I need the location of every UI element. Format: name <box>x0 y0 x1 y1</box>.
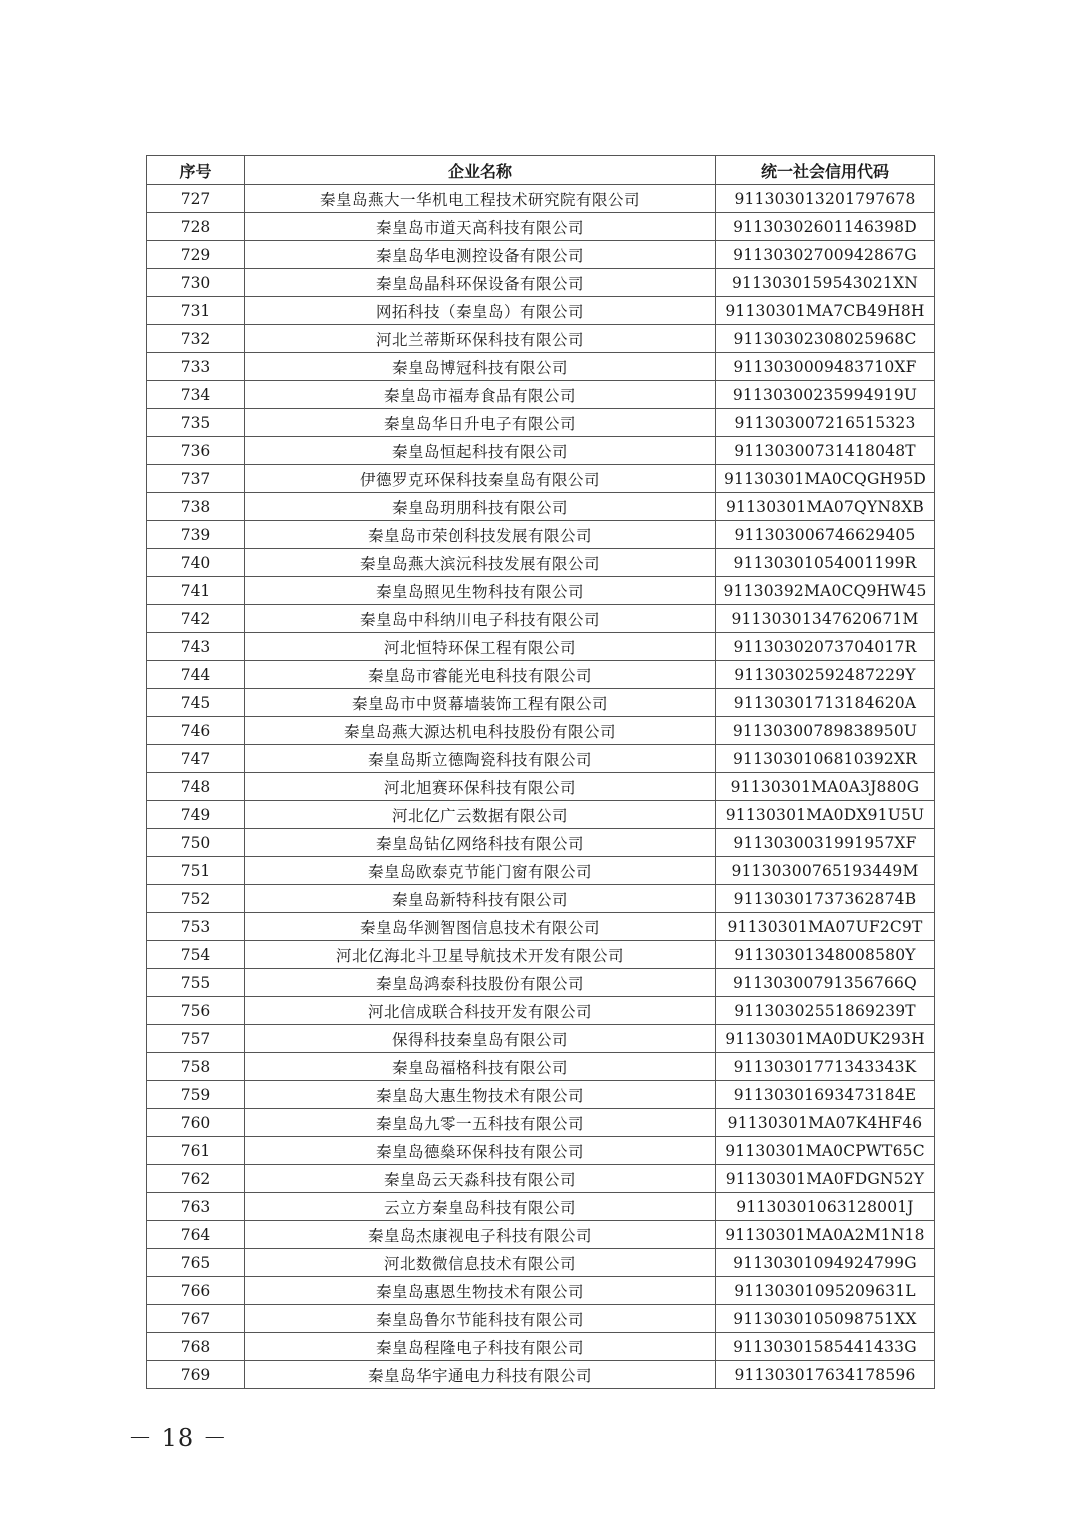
table-row <box>147 1109 935 1137</box>
row-name-cell: 秦皇岛恒起科技有限公司 <box>245 437 716 465</box>
table-row <box>147 1249 935 1277</box>
row-seq-cell: 751 <box>147 857 245 885</box>
row-name-cell: 秦皇岛德燊环保科技有限公司 <box>245 1137 716 1165</box>
row-seq-cell: 747 <box>147 745 245 773</box>
row-name-cell: 秦皇岛照见生物科技有限公司 <box>245 577 716 605</box>
table-row <box>147 521 935 549</box>
table-header-row <box>147 156 935 185</box>
row-seq-cell: 760 <box>147 1109 245 1137</box>
row-seq-cell: 737 <box>147 465 245 493</box>
row-seq-cell: 729 <box>147 241 245 269</box>
table-row <box>147 1137 935 1165</box>
row-name-cell: 伊德罗克环保科技秦皇岛有限公司 <box>245 465 716 493</box>
row-name-cell: 秦皇岛燕大一华机电工程技术研究院有限公司 <box>245 185 716 213</box>
row-seq-cell: 754 <box>147 941 245 969</box>
row-seq-cell: 757 <box>147 1025 245 1053</box>
row-code-cell: 91130392MA0CQ9HW45 <box>716 577 935 605</box>
row-code-cell: 9113030105098751XX <box>716 1305 935 1333</box>
table-row <box>147 493 935 521</box>
table-row <box>147 549 935 577</box>
row-seq-cell: 736 <box>147 437 245 465</box>
row-code-cell: 91130302700942867G <box>716 241 935 269</box>
row-name-cell: 秦皇岛华电测控设备有限公司 <box>245 241 716 269</box>
row-seq-cell: 735 <box>147 409 245 437</box>
row-seq-cell: 755 <box>147 969 245 997</box>
row-name-cell: 秦皇岛市道天高科技有限公司 <box>245 213 716 241</box>
table-row <box>147 1165 935 1193</box>
row-code-cell: 91130301MA07K4HF46 <box>716 1109 935 1137</box>
table-row <box>147 941 935 969</box>
row-name-cell: 秦皇岛华宇通电力科技有限公司 <box>245 1361 716 1389</box>
table-row <box>147 913 935 941</box>
table-row <box>147 381 935 409</box>
row-code-cell: 91130301MA0DUK293H <box>716 1025 935 1053</box>
row-code-cell: 91130301MA0A2M1N18 <box>716 1221 935 1249</box>
row-seq-cell: 731 <box>147 297 245 325</box>
row-code-cell: 91130302551869239T <box>716 997 935 1025</box>
row-name-cell: 河北兰蒂斯环保科技有限公司 <box>245 325 716 353</box>
row-code-cell: 91130300791356766Q <box>716 969 935 997</box>
row-code-cell: 91130300789838950U <box>716 717 935 745</box>
row-seq-cell: 739 <box>147 521 245 549</box>
row-code-cell: 91130302308025968C <box>716 325 935 353</box>
table-row <box>147 745 935 773</box>
row-code-cell: 91130301737362874B <box>716 885 935 913</box>
table-row <box>147 325 935 353</box>
row-seq-cell: 761 <box>147 1137 245 1165</box>
table-body <box>147 185 935 1389</box>
row-name-cell: 秦皇岛斯立德陶瓷科技有限公司 <box>245 745 716 773</box>
table-row <box>147 801 935 829</box>
row-name-cell: 保得科技秦皇岛有限公司 <box>245 1025 716 1053</box>
table-row <box>147 269 935 297</box>
row-name-cell: 秦皇岛博冠科技有限公司 <box>245 353 716 381</box>
row-name-cell: 秦皇岛玥朋科技有限公司 <box>245 493 716 521</box>
row-name-cell: 秦皇岛大惠生物技术有限公司 <box>245 1081 716 1109</box>
header-seq: 序号 <box>147 156 245 185</box>
table-row <box>147 1305 935 1333</box>
row-code-cell: 91130300765193449M <box>716 857 935 885</box>
row-seq-cell: 748 <box>147 773 245 801</box>
row-name-cell: 秦皇岛惠恩生物技术有限公司 <box>245 1277 716 1305</box>
table-row <box>147 213 935 241</box>
row-name-cell: 秦皇岛晶科环保设备有限公司 <box>245 269 716 297</box>
table-row <box>147 1333 935 1361</box>
row-code-cell: 91130301MA7CB49H8H <box>716 297 935 325</box>
table-row <box>147 437 935 465</box>
row-code-cell: 91130301094924799G <box>716 1249 935 1277</box>
row-seq-cell: 738 <box>147 493 245 521</box>
row-name-cell: 秦皇岛鸿泰科技股份有限公司 <box>245 969 716 997</box>
row-name-cell: 秦皇岛鲁尔节能科技有限公司 <box>245 1305 716 1333</box>
row-seq-cell: 742 <box>147 605 245 633</box>
row-name-cell: 秦皇岛华日升电子有限公司 <box>245 409 716 437</box>
row-code-cell: 91130301771343343K <box>716 1053 935 1081</box>
row-code-cell: 91130301MA0CQGH95D <box>716 465 935 493</box>
row-code-cell: 911303017634178596 <box>716 1361 935 1389</box>
row-seq-cell: 769 <box>147 1361 245 1389</box>
row-code-cell: 91130301348008580Y <box>716 941 935 969</box>
row-code-cell: 91130301MA0CPWT65C <box>716 1137 935 1165</box>
table-row <box>147 605 935 633</box>
row-code-cell: 91130301585441433G <box>716 1333 935 1361</box>
row-code-cell: 91130301MA07QYN8XB <box>716 493 935 521</box>
row-code-cell: 9113030159543021XN <box>716 269 935 297</box>
row-seq-cell: 759 <box>147 1081 245 1109</box>
row-code-cell: 91130301095209631L <box>716 1277 935 1305</box>
row-code-cell: 911303013201797678 <box>716 185 935 213</box>
row-seq-cell: 764 <box>147 1221 245 1249</box>
table-row <box>147 969 935 997</box>
row-name-cell: 秦皇岛燕大源达机电科技股份有限公司 <box>245 717 716 745</box>
row-code-cell: 91130301MA0A3J880G <box>716 773 935 801</box>
table-row <box>147 1277 935 1305</box>
row-seq-cell: 762 <box>147 1165 245 1193</box>
table-row <box>147 465 935 493</box>
row-code-cell: 91130302592487229Y <box>716 661 935 689</box>
table-row <box>147 1221 935 1249</box>
row-code-cell: 91130301063128001J <box>716 1193 935 1221</box>
row-code-cell: 91130302073704017R <box>716 633 935 661</box>
row-name-cell: 河北信成联合科技开发有限公司 <box>245 997 716 1025</box>
row-seq-cell: 730 <box>147 269 245 297</box>
table-row <box>147 409 935 437</box>
row-seq-cell: 732 <box>147 325 245 353</box>
row-seq-cell: 753 <box>147 913 245 941</box>
row-code-cell: 911303007216515323 <box>716 409 935 437</box>
row-name-cell: 秦皇岛云天淼科技有限公司 <box>245 1165 716 1193</box>
row-name-cell: 河北旭赛环保科技有限公司 <box>245 773 716 801</box>
row-code-cell: 91130301054001199R <box>716 549 935 577</box>
table-row <box>147 633 935 661</box>
row-seq-cell: 728 <box>147 213 245 241</box>
table-row <box>147 1193 935 1221</box>
row-name-cell: 秦皇岛市荣创科技发展有限公司 <box>245 521 716 549</box>
row-seq-cell: 727 <box>147 185 245 213</box>
row-name-cell: 河北亿海北斗卫星导航技术开发有限公司 <box>245 941 716 969</box>
row-name-cell: 秦皇岛新特科技有限公司 <box>245 885 716 913</box>
table-row <box>147 1081 935 1109</box>
row-name-cell: 秦皇岛市福寿食品有限公司 <box>245 381 716 409</box>
row-seq-cell: 768 <box>147 1333 245 1361</box>
table-row <box>147 353 935 381</box>
row-name-cell: 秦皇岛福格科技有限公司 <box>245 1053 716 1081</box>
row-name-cell: 秦皇岛市睿能光电科技有限公司 <box>245 661 716 689</box>
row-seq-cell: 767 <box>147 1305 245 1333</box>
row-name-cell: 河北恒特环保工程有限公司 <box>245 633 716 661</box>
row-seq-cell: 763 <box>147 1193 245 1221</box>
table-row <box>147 185 935 213</box>
table-row <box>147 1025 935 1053</box>
row-seq-cell: 758 <box>147 1053 245 1081</box>
row-seq-cell: 752 <box>147 885 245 913</box>
row-code-cell: 91130300731418048T <box>716 437 935 465</box>
row-code-cell: 9113030009483710XF <box>716 353 935 381</box>
company-table <box>146 155 935 1389</box>
row-name-cell: 网拓科技（秦皇岛）有限公司 <box>245 297 716 325</box>
page-number: － 18 － <box>128 1424 228 1452</box>
table-row <box>147 661 935 689</box>
row-code-cell: 91130300235994919U <box>716 381 935 409</box>
table-row <box>147 1053 935 1081</box>
row-name-cell: 秦皇岛杰康视电子科技有限公司 <box>245 1221 716 1249</box>
row-name-cell: 河北亿广云数据有限公司 <box>245 801 716 829</box>
table-row <box>147 857 935 885</box>
row-seq-cell: 741 <box>147 577 245 605</box>
table-row <box>147 885 935 913</box>
row-seq-cell: 765 <box>147 1249 245 1277</box>
table-row <box>147 689 935 717</box>
row-name-cell: 云立方秦皇岛科技有限公司 <box>245 1193 716 1221</box>
row-seq-cell: 756 <box>147 997 245 1025</box>
row-name-cell: 河北数微信息技术有限公司 <box>245 1249 716 1277</box>
header-code: 统一社会信用代码 <box>716 156 935 185</box>
row-code-cell: 91130301693473184E <box>716 1081 935 1109</box>
row-seq-cell: 734 <box>147 381 245 409</box>
row-name-cell: 秦皇岛钻亿网络科技有限公司 <box>245 829 716 857</box>
table-row <box>147 829 935 857</box>
row-name-cell: 秦皇岛市中贤幕墙装饰工程有限公司 <box>245 689 716 717</box>
row-seq-cell: 750 <box>147 829 245 857</box>
table-row <box>147 241 935 269</box>
table-row <box>147 773 935 801</box>
row-code-cell: 91130301MA0FDGN52Y <box>716 1165 935 1193</box>
row-seq-cell: 766 <box>147 1277 245 1305</box>
row-code-cell: 91130301MA07UF2C9T <box>716 913 935 941</box>
table-row <box>147 997 935 1025</box>
row-name-cell: 秦皇岛华测智图信息技术有限公司 <box>245 913 716 941</box>
row-seq-cell: 745 <box>147 689 245 717</box>
row-code-cell: 91130301713184620A <box>716 689 935 717</box>
row-name-cell: 秦皇岛程隆电子科技有限公司 <box>245 1333 716 1361</box>
table-row <box>147 297 935 325</box>
row-seq-cell: 740 <box>147 549 245 577</box>
table-row <box>147 1361 935 1389</box>
row-code-cell: 9113030106810392XR <box>716 745 935 773</box>
row-seq-cell: 749 <box>147 801 245 829</box>
row-seq-cell: 746 <box>147 717 245 745</box>
row-name-cell: 秦皇岛欧泰克节能门窗有限公司 <box>245 857 716 885</box>
row-seq-cell: 733 <box>147 353 245 381</box>
header-name: 企业名称 <box>245 156 716 185</box>
table-row <box>147 577 935 605</box>
table-row <box>147 717 935 745</box>
row-code-cell: 91130301347620671M <box>716 605 935 633</box>
row-seq-cell: 744 <box>147 661 245 689</box>
row-name-cell: 秦皇岛燕大滨沅科技发展有限公司 <box>245 549 716 577</box>
row-code-cell: 91130302601146398D <box>716 213 935 241</box>
row-name-cell: 秦皇岛九零一五科技有限公司 <box>245 1109 716 1137</box>
row-code-cell: 911303006746629405 <box>716 521 935 549</box>
row-name-cell: 秦皇岛中科纳川电子科技有限公司 <box>245 605 716 633</box>
row-code-cell: 91130301MA0DX91U5U <box>716 801 935 829</box>
row-code-cell: 9113030031991957XF <box>716 829 935 857</box>
row-seq-cell: 743 <box>147 633 245 661</box>
